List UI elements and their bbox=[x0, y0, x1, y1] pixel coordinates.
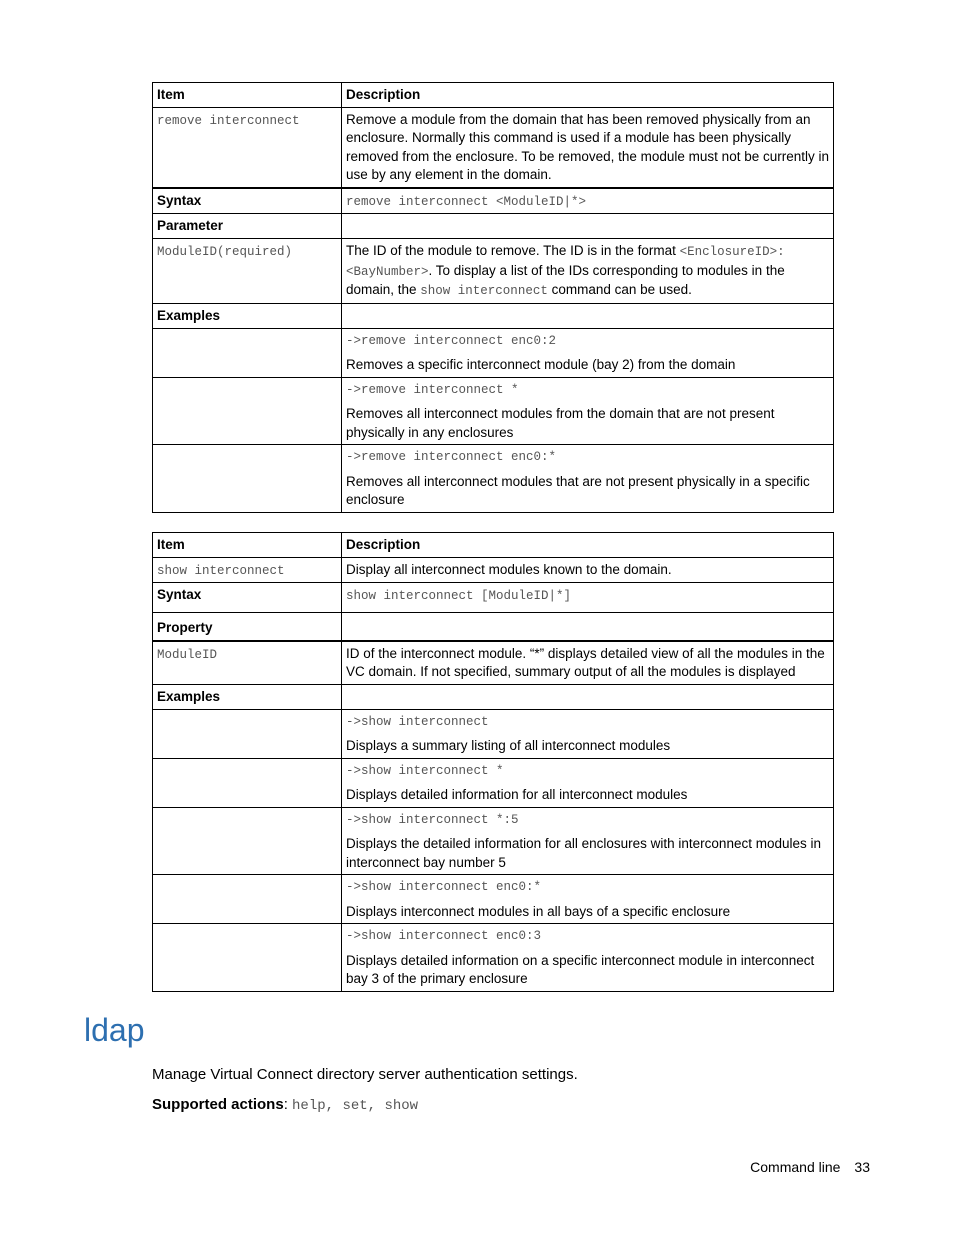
example-description: Removes a specific interconnect module (bay 2) from the domain bbox=[346, 357, 736, 372]
property-name: ModuleID bbox=[157, 647, 218, 662]
show-interconnect-table bbox=[152, 532, 834, 992]
examples-label: Examples bbox=[153, 684, 342, 709]
example-row bbox=[153, 807, 834, 875]
section-heading: ldap bbox=[84, 1012, 145, 1048]
example-command: ->remove interconnect * bbox=[346, 382, 519, 397]
example-description: Displays detailed information for all interconnect modules bbox=[346, 787, 688, 802]
supported-actions: Supported actions: help, set, show bbox=[152, 1096, 419, 1114]
example-row bbox=[153, 758, 834, 807]
header-item: Item bbox=[153, 83, 342, 108]
example-description: Displays interconnect modules in all bays of a specific enclosure bbox=[346, 903, 731, 919]
command-name: show interconnect bbox=[157, 563, 285, 578]
supported-actions-list: help, set, show bbox=[292, 1098, 419, 1114]
example-command: ->remove interconnect enc0:2 bbox=[346, 333, 557, 348]
example-row bbox=[153, 377, 834, 445]
example-description: Removes all interconnect modules that are not present physically in a specific enclosure bbox=[346, 473, 810, 507]
example-row bbox=[153, 924, 834, 992]
example-row bbox=[153, 445, 834, 513]
syntax-label: Syntax bbox=[153, 583, 342, 613]
page-footer bbox=[736, 1159, 870, 1175]
table-row bbox=[153, 239, 834, 304]
footer-chapter: Command line bbox=[750, 1159, 841, 1175]
table-header-row bbox=[153, 83, 834, 108]
parameter-label: Parameter bbox=[153, 214, 342, 239]
example-command: ->show interconnect enc0:3 bbox=[346, 929, 542, 943]
command-name: remove interconnect bbox=[157, 113, 300, 128]
syntax-value: show interconnect [ModuleID|*] bbox=[346, 589, 572, 603]
page-number: 33 bbox=[854, 1159, 870, 1175]
example-description: Removes all interconnect modules from the domain that are not present physically in any enclosures bbox=[346, 406, 775, 440]
syntax-value: remove interconnect <ModuleID|*> bbox=[346, 194, 587, 209]
parameter-description: The ID of the module to remove. The ID is in the format <EnclosureID>:<BayNumber>. To display a list of the IDs corresponding to modules in the domain, the show interconnect command can be used. bbox=[342, 239, 834, 304]
table-row bbox=[153, 303, 834, 328]
header-description: Description bbox=[342, 83, 834, 108]
table-header-row bbox=[153, 533, 834, 558]
example-command: ->show interconnect *:5 bbox=[346, 812, 519, 827]
section-intro: Manage Virtual Connect directory server authentication settings. bbox=[152, 1066, 578, 1083]
example-description: Displays a summary listing of all interconnect modules bbox=[346, 738, 671, 753]
property-label: Property bbox=[153, 613, 342, 641]
example-command: ->show interconnect bbox=[346, 714, 489, 729]
example-row bbox=[153, 875, 834, 924]
table-row bbox=[153, 188, 834, 214]
examples-label: Examples bbox=[153, 303, 342, 328]
header-item: Item bbox=[153, 533, 342, 558]
table-row bbox=[153, 557, 834, 583]
table-row bbox=[153, 107, 834, 188]
table-row bbox=[153, 583, 834, 613]
remove-interconnect-table bbox=[152, 82, 834, 513]
command-description: Display all interconnect modules known to the domain. bbox=[342, 557, 834, 583]
parameter-name: ModuleID(required) bbox=[157, 245, 293, 259]
command-description: Remove a module from the domain that has been removed physically from an enclosure. Normally this command is used if a module has been physically removed from the enclosure. To be removed, the module must not be currently in use by any element in the domain. bbox=[342, 107, 834, 188]
example-description: Displays the detailed information for all enclosures with interconnect modules in interconnect bay number 5 bbox=[346, 836, 821, 870]
table-row bbox=[153, 214, 834, 239]
supported-actions-label: Supported actions bbox=[152, 1096, 284, 1113]
property-description: ID of the interconnect module. “*” displays detailed view of all the modules in the VC domain. If not specified, summary output of all the modules is displayed bbox=[342, 641, 834, 685]
example-row bbox=[153, 709, 834, 758]
example-description: Displays detailed information on a specific interconnect module in interconnect bay 3 of the primary enclosure bbox=[346, 952, 815, 986]
header-description: Description bbox=[342, 533, 834, 558]
table-row bbox=[153, 684, 834, 709]
example-command: ->show interconnect enc0:* bbox=[346, 880, 542, 894]
example-command: ->remove interconnect enc0:* bbox=[346, 450, 557, 464]
table-row bbox=[153, 641, 834, 685]
table-row bbox=[153, 613, 834, 641]
example-row bbox=[153, 328, 834, 377]
syntax-label: Syntax bbox=[153, 188, 342, 214]
example-command: ->show interconnect * bbox=[346, 763, 504, 778]
